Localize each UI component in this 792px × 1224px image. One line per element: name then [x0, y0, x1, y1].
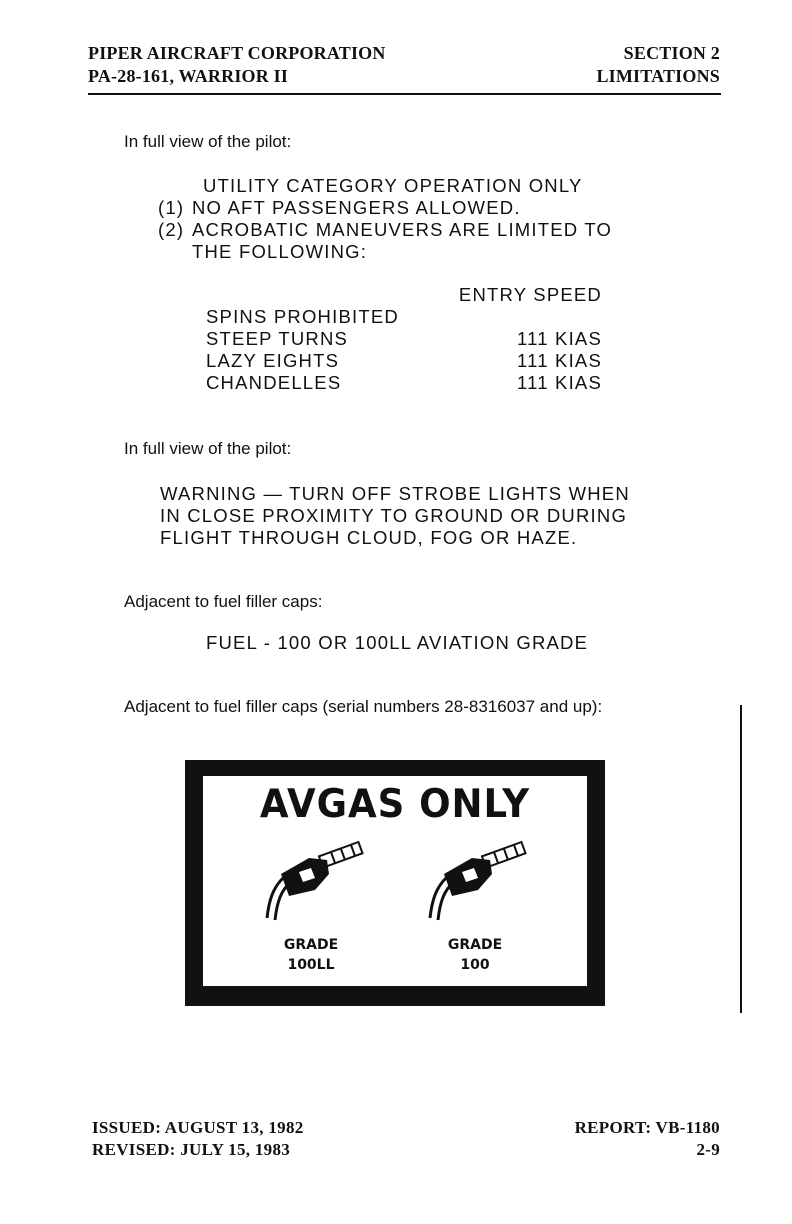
footer-revised: REVISED: JULY 15, 1983 — [92, 1140, 291, 1159]
grade-100ll-label: GRADE — [283, 937, 339, 953]
item1-text: NO AFT PASSENGERS ALLOWED. — [192, 197, 521, 218]
item2-line2: THE FOLLOWING: — [192, 241, 368, 262]
maneuver-name: SPINS PROHIBITED — [206, 306, 399, 327]
utility-category-title: UTILITY CATEGORY OPERATION ONLY — [203, 175, 583, 196]
fuel-grade-text: FUEL - 100 OR 100LL AVIATION GRADE — [206, 632, 589, 653]
header-rule — [88, 93, 721, 95]
avgas-title: AVGAS ONLY — [259, 782, 531, 827]
header-model: PA-28-161, WARRIOR II — [88, 66, 289, 86]
strobe-warning-line: WARNING — TURN OFF STROBE LIGHTS WHEN — [160, 483, 630, 504]
header-section: SECTION 2 — [623, 43, 720, 63]
entry-speed-header: ENTRY SPEED — [458, 284, 602, 305]
strobe-warning-line: IN CLOSE PROXIMITY TO GROUND OR DURING — [160, 505, 628, 526]
maneuver-speed: 111 KIAS — [516, 350, 602, 371]
grade-100-value: 100 — [460, 957, 490, 973]
item2-line1: ACROBATIC MANEUVERS ARE LIMITED TO — [192, 219, 613, 240]
header-company: PIPER AIRCRAFT CORPORATION — [88, 43, 386, 63]
grade-100-label: GRADE — [447, 937, 503, 953]
maneuver-name: CHANDELLES — [206, 372, 342, 393]
block4-intro: Adjacent to fuel filler caps (serial numbers 28-8316037 and up): — [124, 697, 603, 716]
grade-100ll-value: 100LL — [287, 957, 335, 973]
footer-report: REPORT: VB-1180 — [574, 1118, 720, 1137]
block3-intro: Adjacent to fuel filler caps: — [124, 592, 323, 611]
footer-issued: ISSUED: AUGUST 13, 1982 — [92, 1118, 304, 1137]
item2-number: (2) — [158, 219, 185, 240]
header-section-title: LIMITATIONS — [596, 66, 720, 86]
strobe-warning-line: FLIGHT THROUGH CLOUD, FOG OR HAZE. — [160, 527, 578, 548]
fuel-nozzle-icon — [255, 838, 375, 930]
item1-number: (1) — [158, 197, 185, 218]
block1-intro: In full view of the pilot: — [124, 132, 292, 151]
maneuver-name: LAZY EIGHTS — [206, 350, 340, 371]
maneuver-speed: 111 KIAS — [516, 328, 602, 349]
block2-intro: In full view of the pilot: — [124, 439, 292, 458]
maneuver-speed: 111 KIAS — [516, 372, 602, 393]
fuel-nozzle-icon — [418, 838, 538, 930]
footer-page-number: 2-9 — [696, 1140, 720, 1159]
maneuver-name: STEEP TURNS — [206, 328, 349, 349]
revision-bar — [740, 705, 742, 1013]
